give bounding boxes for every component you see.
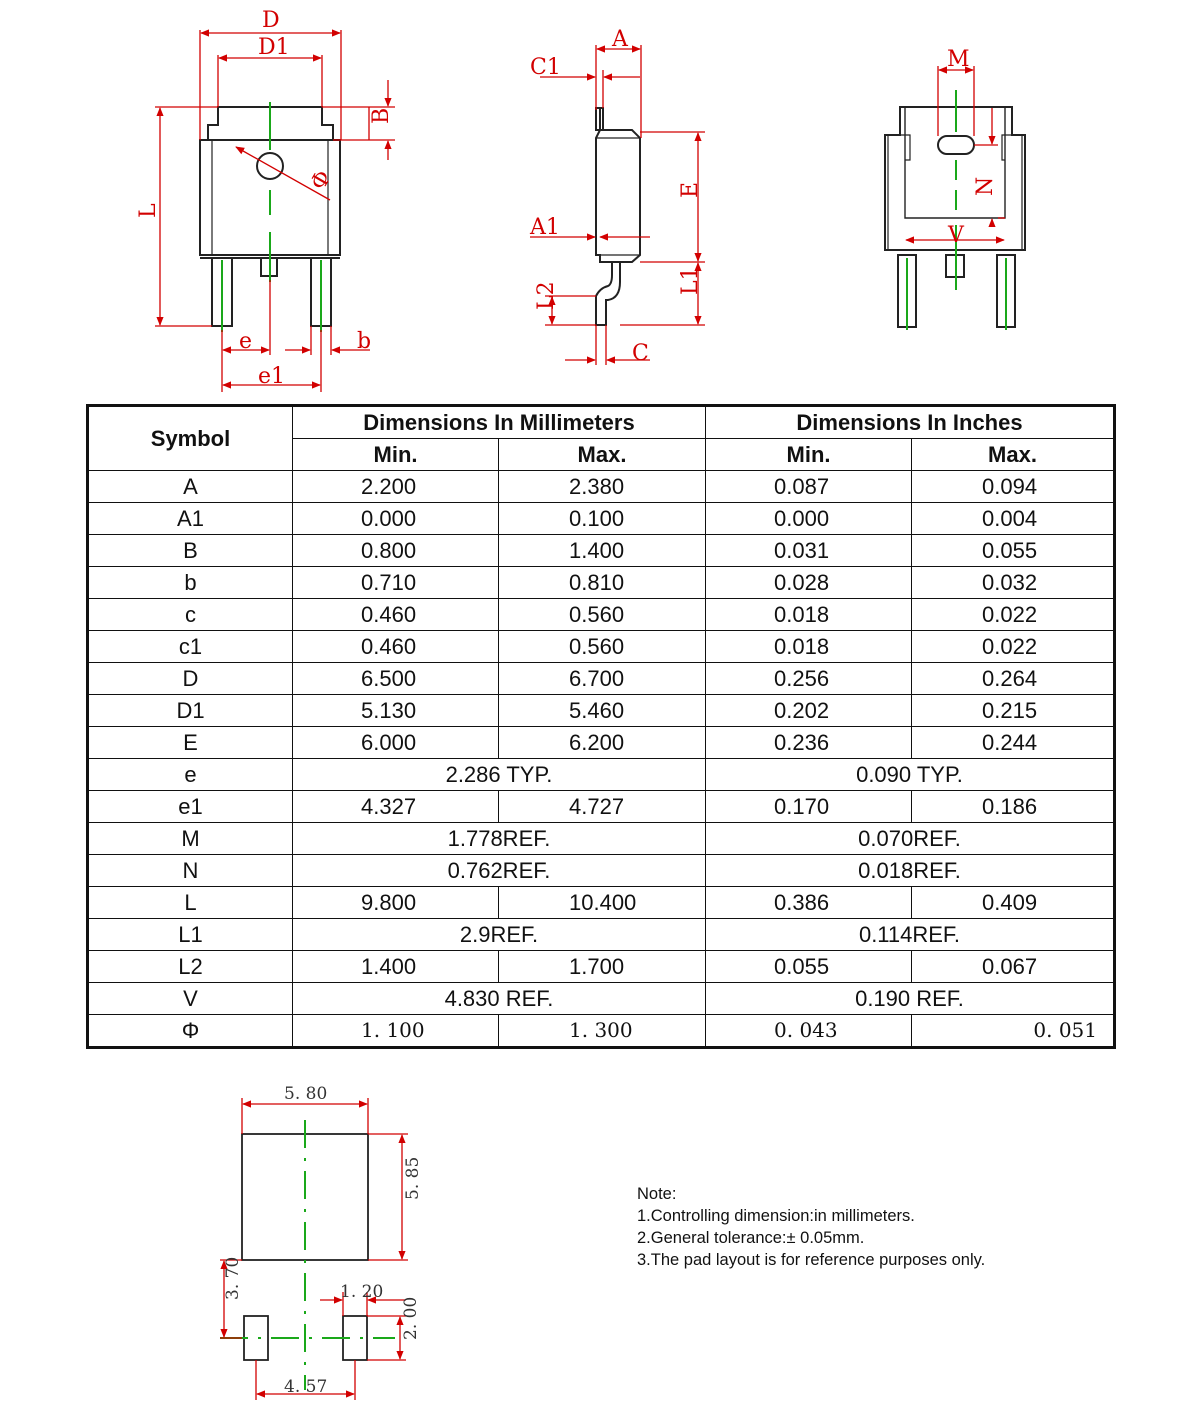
table-row	[88, 599, 1115, 631]
mm-max-cell: 5.460	[499, 695, 706, 727]
mm-max-cell: 4.727	[499, 791, 706, 823]
inch-value-cell: 0.018REF.	[706, 855, 1115, 887]
mm-value-cell: 2.9REF.	[293, 919, 706, 951]
inch-value-cell: 0.090 TYP.	[706, 759, 1115, 791]
mm-max-cell: 1.700	[499, 951, 706, 983]
table-row	[88, 919, 1115, 951]
inch-min-cell: 0.055	[706, 951, 912, 983]
label-M: M	[947, 47, 970, 72]
symbol-cell: A	[88, 471, 293, 503]
mm-value-cell: 1.778REF.	[293, 823, 706, 855]
side-view	[596, 108, 640, 325]
mm-min-cell: 2.200	[293, 471, 499, 503]
label-D: D	[262, 8, 280, 33]
inch-min-cell: 0.028	[706, 567, 912, 599]
mm-min-cell: 6.500	[293, 663, 499, 695]
mm-min-cell: 1. 100	[293, 1015, 499, 1048]
table-row	[88, 567, 1115, 599]
symbol-cell: L2	[88, 951, 293, 983]
mm-min-cell: 5.130	[293, 695, 499, 727]
mm-max-cell: 0.560	[499, 599, 706, 631]
pad-pitch-label: 4. 57	[284, 1377, 328, 1397]
inch-min-cell: 0.031	[706, 535, 912, 567]
table-row	[88, 983, 1115, 1015]
label-C: C	[632, 341, 649, 366]
table-row	[88, 887, 1115, 919]
mm-min-cell: 9.800	[293, 887, 499, 919]
label-D1: D1	[258, 35, 290, 60]
inch-min-cell: 0. 043	[706, 1015, 912, 1048]
pad-height-small-label: 2. 00	[401, 1296, 421, 1340]
pad-width-small-label: 1. 20	[340, 1282, 384, 1302]
header-mm-max: Max.	[499, 439, 706, 471]
label-L: L	[136, 203, 161, 218]
table-row	[88, 727, 1115, 759]
symbol-cell: b	[88, 567, 293, 599]
header-inches: Dimensions In Inches	[706, 406, 1115, 439]
inch-max-cell: 0.055	[912, 535, 1115, 567]
mm-max-cell: 6.700	[499, 663, 706, 695]
label-V: V	[948, 223, 964, 248]
table-row	[88, 535, 1115, 567]
label-A: A	[612, 27, 628, 52]
table-row	[88, 951, 1115, 983]
inch-max-cell: 0.215	[912, 695, 1115, 727]
mm-value-cell: 0.762REF.	[293, 855, 706, 887]
symbol-cell: E	[88, 727, 293, 759]
table-row	[88, 823, 1115, 855]
table-header-row	[88, 406, 1115, 439]
mm-min-cell: 0.710	[293, 567, 499, 599]
table-row	[88, 471, 1115, 503]
mm-value-cell: 2.286 TYP.	[293, 759, 706, 791]
inch-max-cell: 0.094	[912, 471, 1115, 503]
table-row	[88, 663, 1115, 695]
mm-min-cell: 0.800	[293, 535, 499, 567]
inch-min-cell: 0.202	[706, 695, 912, 727]
inch-value-cell: 0.114REF.	[706, 919, 1115, 951]
symbol-cell: c1	[88, 631, 293, 663]
inch-max-cell: 0.186	[912, 791, 1115, 823]
inch-min-cell: 0.018	[706, 599, 912, 631]
symbol-cell: B	[88, 535, 293, 567]
mm-max-cell: 6.200	[499, 727, 706, 759]
label-b: b	[357, 329, 372, 354]
notes	[637, 1183, 985, 1271]
inch-max-cell: 0.067	[912, 951, 1115, 983]
table-row	[88, 759, 1115, 791]
notes-title: Note:	[637, 1185, 677, 1203]
inch-max-cell: 0.022	[912, 599, 1115, 631]
table-row	[88, 1015, 1115, 1048]
note-item-1: 1.Controlling dimension:in millimeters.	[637, 1207, 915, 1225]
mm-min-cell: 0.460	[293, 631, 499, 663]
header-in-min: Min.	[706, 439, 912, 471]
pad-layout-drawing	[180, 1080, 640, 1410]
label-C1: C1	[530, 55, 561, 80]
mm-max-cell: 0.810	[499, 567, 706, 599]
inch-max-cell: 0.022	[912, 631, 1115, 663]
mm-max-cell: 1. 300	[499, 1015, 706, 1048]
label-N: N	[973, 176, 998, 196]
mm-min-cell: 4.327	[293, 791, 499, 823]
mm-min-cell: 1.400	[293, 951, 499, 983]
pad-offset-label: 3. 70	[223, 1256, 243, 1300]
label-e1: e1	[258, 364, 286, 389]
symbol-cell: c	[88, 599, 293, 631]
dimension-table	[86, 404, 1116, 1049]
mm-value-cell: 4.830 REF.	[293, 983, 706, 1015]
symbol-cell: M	[88, 823, 293, 855]
symbol-cell: e1	[88, 791, 293, 823]
symbol-cell: D	[88, 663, 293, 695]
inch-min-cell: 0.000	[706, 503, 912, 535]
inch-min-cell: 0.018	[706, 631, 912, 663]
symbol-cell: L1	[88, 919, 293, 951]
table-row	[88, 631, 1115, 663]
label-L2: L2	[534, 281, 559, 310]
package-drawing	[0, 0, 1200, 400]
symbol-cell: N	[88, 855, 293, 887]
label-E: E	[678, 181, 703, 198]
mm-max-cell: 2.380	[499, 471, 706, 503]
mm-max-cell: 10.400	[499, 887, 706, 919]
header-in-max: Max.	[912, 439, 1115, 471]
header-symbol: Symbol	[88, 406, 293, 471]
mm-max-cell: 1.400	[499, 535, 706, 567]
inch-min-cell: 0.386	[706, 887, 912, 919]
table-row	[88, 855, 1115, 887]
mm-min-cell: 6.000	[293, 727, 499, 759]
header-mm-min: Min.	[293, 439, 499, 471]
symbol-cell: A1	[88, 503, 293, 535]
mm-min-cell: 0.460	[293, 599, 499, 631]
inch-value-cell: 0.190 REF.	[706, 983, 1115, 1015]
pad-width-label: 5. 80	[284, 1084, 328, 1104]
inch-max-cell: 0.244	[912, 727, 1115, 759]
label-phi: Φ	[306, 166, 337, 195]
symbol-cell: V	[88, 983, 293, 1015]
inch-value-cell: 0.070REF.	[706, 823, 1115, 855]
symbol-cell: e	[88, 759, 293, 791]
inch-max-cell: 0.409	[912, 887, 1115, 919]
pad-dimensions	[220, 1098, 408, 1400]
note-item-3: 3.The pad layout is for reference purposes only.	[637, 1251, 986, 1269]
inch-min-cell: 0.087	[706, 471, 912, 503]
inch-max-cell: 0.004	[912, 503, 1115, 535]
table-row	[88, 791, 1115, 823]
mm-min-cell: 0.000	[293, 503, 499, 535]
pad-height-label: 5. 85	[403, 1156, 423, 1200]
symbol-cell: Φ	[88, 1015, 293, 1048]
label-e: e	[239, 329, 253, 354]
table-row	[88, 503, 1115, 535]
inch-min-cell: 0.236	[706, 727, 912, 759]
label-B: B	[369, 107, 394, 124]
header-millimeters: Dimensions In Millimeters	[293, 406, 706, 439]
inch-max-cell: 0.264	[912, 663, 1115, 695]
table-row	[88, 695, 1115, 727]
label-A1: A1	[530, 215, 560, 240]
inch-min-cell: 0.256	[706, 663, 912, 695]
mm-max-cell: 0.100	[499, 503, 706, 535]
note-item-2: 2.General tolerance:± 0.05mm.	[637, 1229, 865, 1247]
symbol-cell: D1	[88, 695, 293, 727]
label-L1: L1	[678, 266, 703, 295]
inch-min-cell: 0.170	[706, 791, 912, 823]
inch-max-cell: 0. 051	[912, 1015, 1115, 1048]
mm-max-cell: 0.560	[499, 631, 706, 663]
inch-max-cell: 0.032	[912, 567, 1115, 599]
symbol-cell: L	[88, 887, 293, 919]
